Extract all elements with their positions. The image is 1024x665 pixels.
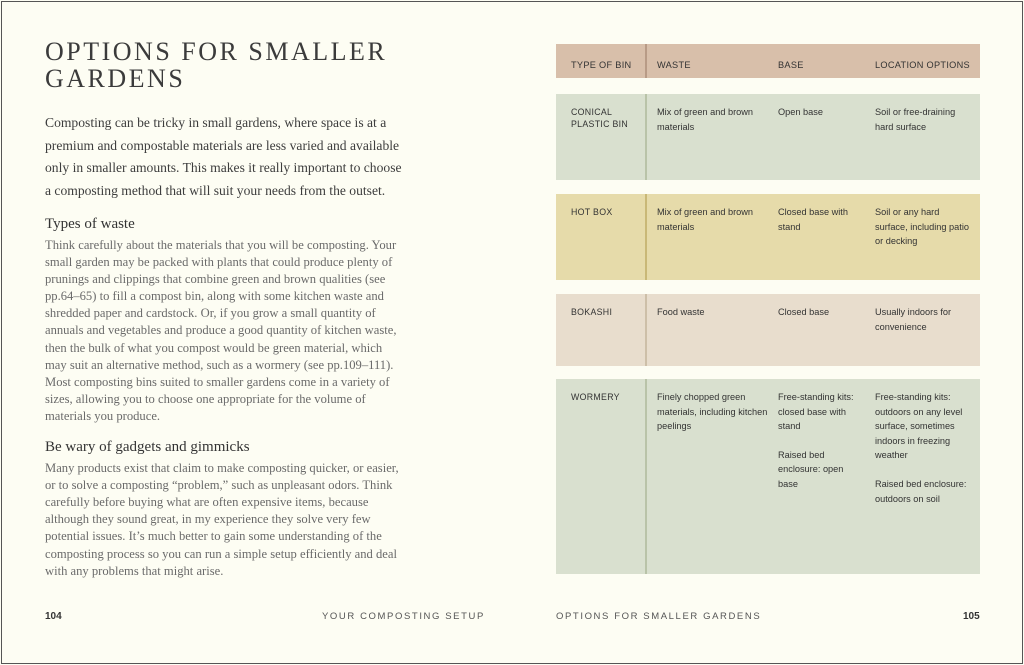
cell-location: [875, 390, 973, 520]
column-divider: [645, 44, 647, 78]
left-page-content: [45, 38, 405, 580]
cell-base: Closed base: [778, 307, 830, 317]
header-waste: WASTE: [657, 60, 691, 70]
cell-base: Open base: [778, 107, 823, 117]
cell-waste: Finely chopped green materials, including kitchen peelings: [657, 392, 768, 432]
table-header-row: [556, 44, 980, 78]
header-location-options: LOCATION OPTIONS: [875, 60, 970, 70]
cell-type: CONICAL PLASTIC BIN: [571, 107, 629, 129]
cell-base: [778, 390, 864, 506]
table-row-conical-plastic-bin: [556, 94, 980, 180]
section-heading-types-of-waste: Types of waste: [45, 216, 135, 232]
column-divider: [645, 294, 647, 366]
cell-location-paragraph: Raised bed enclosure: outdoors on soil: [875, 478, 967, 504]
section-text-gadgets: Many products exist that claim to make composting quicker, or easier, or to solve a composting “problem,” such as unpleasant odors. Think carefully before buying what are often expensive items, because although they sound great, in my experience they solve very few potential issues. It’s much better to gain some understanding of the composting process so you can run a simple setup efficiently and deal with any problems that might arise.: [45, 461, 399, 578]
table-row-wormery: [556, 379, 980, 574]
right-page-number: 105: [963, 611, 980, 622]
cell-type: BOKASHI: [571, 307, 613, 317]
cell-waste: Mix of green and brown materials: [657, 207, 754, 232]
cell-base-paragraph: Free-standing kits: closed base with stand: [778, 392, 854, 432]
table-row-bokashi: [556, 294, 980, 366]
left-running-head: YOUR COMPOSTING SETUP: [322, 611, 485, 622]
cell-type: WORMERY: [571, 392, 620, 402]
intro-paragraph: Composting can be tricky in small gardens, where space is at a premium and compostable materials are less varied and available only in smaller amounts. This makes it really important to choose a composting method that will suit your needs from the outset.: [45, 115, 402, 198]
cell-waste: Food waste: [657, 307, 705, 317]
section-heading-gadgets: Be wary of gadgets and gimmicks: [45, 439, 250, 456]
cell-location-paragraph: Free-standing kits: outdoors on any level surface, sometimes indoors in freezing weather: [875, 392, 963, 461]
page-title: OPTIONS FOR SMALLER GARDENS: [45, 37, 388, 93]
cell-base: Closed base with stand: [778, 207, 848, 232]
table-row-hot-box: [556, 194, 980, 280]
column-divider: [645, 194, 647, 280]
cell-base-paragraph: Raised bed enclosure: open base: [778, 449, 844, 489]
column-divider: [645, 379, 647, 574]
cell-location: Soil or free-draining hard surface: [875, 107, 956, 132]
cell-location: Soil or any hard surface, including patio or decking: [875, 207, 969, 247]
section-text-types-of-waste: Think carefully about the materials that you will be composting. Your small garden may be packed with plants that could produce plenty of prunings and clippings that combine green and brown qualities (see pp.64–65) to fill a compost bin, along with some kitchen waste and shredded paper and cardstock. Or, if you grow a small quantity of annuals and vegetables and produce a good quantity of kitchen waste, then the bulk of what you compost would be green material, which may suit an alternative method, such as a wormery (see pp.109–111). Most composting bins suited to smaller gardens come in a variety of sizes, allowing you to choose one appropriate for the volume of materials you produce.: [45, 238, 397, 423]
cell-type: HOT BOX: [571, 207, 613, 217]
column-divider: [645, 94, 647, 180]
left-page-number: 104: [45, 611, 62, 622]
cell-location: Usually indoors for convenience: [875, 307, 952, 332]
header-type-of-bin: TYPE OF BIN: [571, 60, 632, 70]
header-base: BASE: [778, 60, 804, 70]
right-running-head: OPTIONS FOR SMALLER GARDENS: [556, 611, 762, 622]
cell-waste: Mix of green and brown materials: [657, 107, 754, 132]
